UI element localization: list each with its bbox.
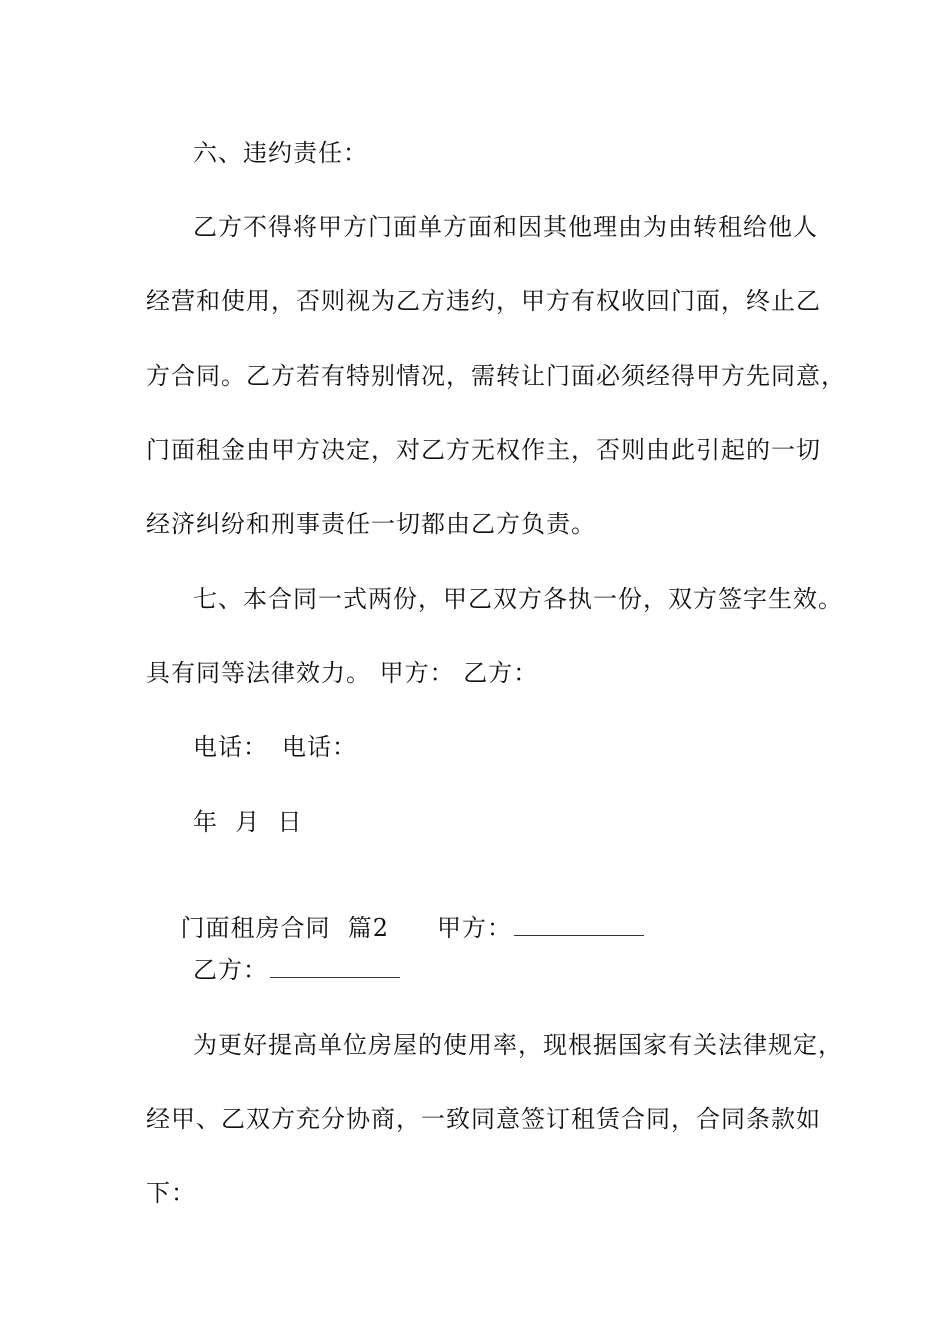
date-line: 年 月 日 [193, 808, 303, 836]
paragraph-line: 具有同等法律效力。 甲方： 乙方： [146, 659, 539, 687]
paragraph-line: 门面租金由甲方决定，对乙方无权作主，否则由此引起的一切 [146, 436, 821, 464]
party-a-blank [514, 913, 644, 936]
phone-row [193, 731, 357, 763]
party-b-row [193, 954, 400, 986]
party-b-blank [270, 955, 400, 978]
section2-title: 门面租房合同 篇2 [180, 914, 390, 942]
paragraph-line: 为更好提高单位房屋的使用率，现根据国家有关法律规定， [193, 1031, 843, 1059]
party-a-label: 甲方： [437, 914, 513, 942]
paragraph-line: 经济纠纷和刑事责任一切都由乙方负责。 [146, 510, 596, 538]
paragraph-line: 下： [146, 1179, 196, 1207]
party-b-label: 乙方： [193, 956, 268, 984]
paragraph-line: 方合同。乙方若有特别情况，需转让门面必须经得甲方先同意， [146, 362, 846, 390]
section-heading-breach: 六、违约责任： [193, 139, 368, 167]
phone-label-b: 电话： [282, 733, 357, 761]
paragraph-line: 乙方不得将甲方门面单方面和因其他理由为由转租给他人 [193, 213, 818, 241]
paragraph-line: 经营和使用，否则视为乙方违约，甲方有权收回门面，终止乙 [146, 287, 821, 315]
paragraph-line: 经甲、乙双方充分协商，一致同意签订租赁合同，合同条款如 [146, 1105, 821, 1133]
paragraph-line: 七、本合同一式两份，甲乙双方各执一份，双方签字生效。 [193, 585, 843, 613]
phone-label-a: 电话： [193, 733, 268, 761]
